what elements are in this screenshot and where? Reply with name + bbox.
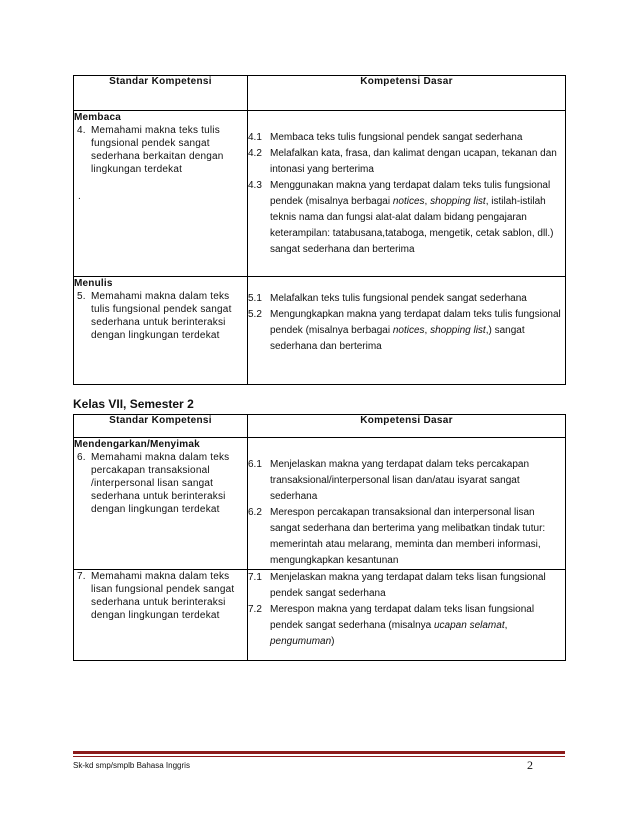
kd-item: 7.1 Menjelaskan makna yang terdapat dalam teks lisan fungsional pendek sangat sederhana: [248, 572, 546, 599]
header-kompetensi-dasar: Kompetensi Dasar: [248, 415, 566, 438]
kd-item: 6.1 Menjelaskan makna yang terdapat dalam teks percakapan transaksional/interpersonal lisan dan/atau isyarat sangat sederhana: [248, 459, 530, 502]
sk-number: 4.: [77, 125, 86, 136]
page-number: 2: [527, 758, 533, 772]
kd-item: 4.3 Menggunakan makna yang terdapat dalam teks tulis fungsional pendek (misalnya berbagai notices, shopping list, istilah-istilah teknis nama dan fungsi alat-alat dalam bidang pengajaran keterampilan: tatabusana,tataboga, mengetik, cetak sablon, dll.) sangat sederhana dan berterima: [248, 180, 554, 255]
kd-item: 5.1 Melafalkan teks tulis fungsional pendek sangat sederhana: [248, 293, 527, 304]
competency-table-1: [73, 75, 566, 385]
kd-item: 6.2 Merespon percakapan transaksional dan interpersonal lisan sangat sederhana dan berterima yang melibatkan tindak tutur: memerintah atau melarang, meminta dan memberi informasi, mengungkapkan kesantunan: [248, 507, 546, 566]
table-row: [74, 438, 566, 570]
section-title: Membaca: [74, 112, 121, 123]
table-row: [74, 111, 566, 277]
header-standar-kompetensi: Standar Kompetensi: [74, 415, 248, 438]
section-title: Mendengarkan/Menyimak: [74, 439, 200, 450]
header-standar-kompetensi: Standar Kompetensi: [74, 76, 248, 111]
table-row: [74, 570, 566, 661]
competency-table-2: [73, 414, 566, 661]
section-title: Menulis: [74, 278, 113, 289]
kd-item: 7.2 Merespon makna yang terdapat dalam teks lisan fungsional pendek sangat sederhana (misalnya ucapan selamat, pengumuman): [248, 604, 535, 647]
kd-item: 4.1 Membaca teks tulis fungsional pendek sangat sederhana: [248, 132, 523, 143]
table-row: [74, 277, 566, 385]
sk-text: Memahami makna dalam teks lisan fungsional pendek sangat sederhana untuk berinteraksi dengan lingkungan terdekat: [91, 571, 235, 621]
footer-text: Sk-kd smp/smplb Bahasa Inggris: [73, 761, 190, 770]
footer-rule-thin: [73, 756, 565, 757]
footer-rule-thick: [73, 751, 565, 754]
kd-item: 4.2 Melafalkan kata, frasa, dan kalimat dengan ucapan, tekanan dan intonasi yang berterima: [248, 148, 557, 175]
kd-item: 5.2 Mengungkapkan makna yang terdapat dalam teks tulis fungsional pendek (misalnya berbagai notices, shopping list,) sangat sederhana dan berterima: [248, 309, 561, 352]
sk-number: 7.: [77, 571, 86, 582]
kelas-heading: Kelas VII, Semester 2: [73, 397, 194, 411]
extra-mark: .: [78, 191, 81, 202]
sk-text: Memahami makna teks tulis fungsional pendek sangat sederhana berkaitan dengan lingkungan terdekat: [91, 125, 224, 175]
sk-text: Memahami makna dalam teks percakapan transaksional /interpersonal lisan sangat sederhana untuk berinteraksi dengan lingkungan terdekat: [91, 452, 230, 515]
sk-text: Memahami makna dalam teks tulis fungsional pendek sangat sederhana untuk berinteraksi dengan lingkungan terdekat: [91, 291, 232, 341]
sk-number: 5.: [77, 291, 86, 302]
header-kompetensi-dasar: Kompetensi Dasar: [248, 76, 566, 111]
sk-number: 6.: [77, 452, 86, 463]
